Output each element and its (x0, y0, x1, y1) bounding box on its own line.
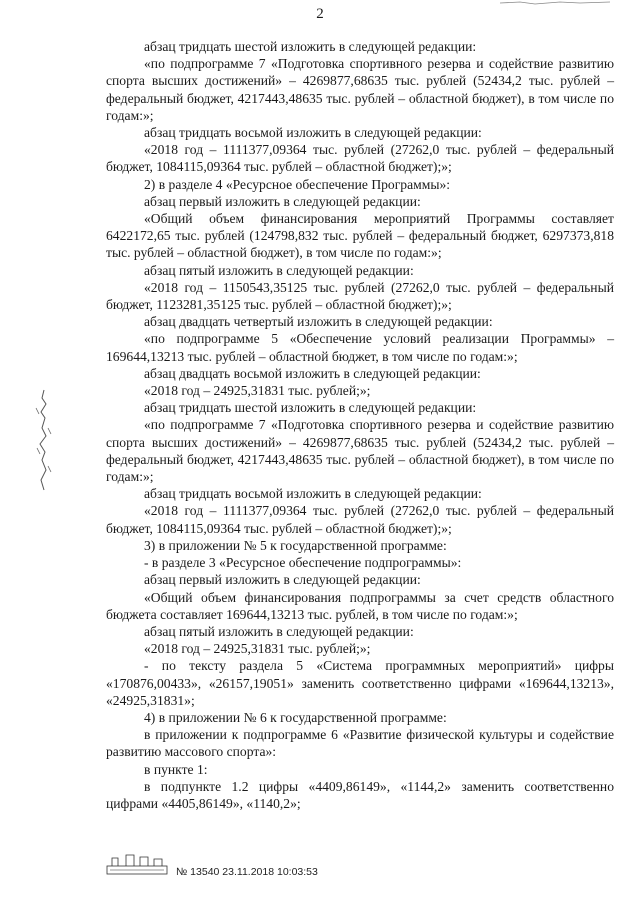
document-body (106, 38, 614, 812)
document-registration-number: № 13540 23.11.2018 10:03:53 (176, 866, 318, 878)
paragraph: абзац тридцать шестой изложить в следующей редакции: (144, 39, 477, 54)
paragraph: «по подпрограмме 7 «Подготовка спортивного резерва и содействие развитию спорта высших достижений» – 4269877,68635 тыс. рублей (52434,2 тыс. рублей – федеральный бюджет, 4217443,48635 тыс. рублей – областной бюджет), в том числе по годам:»; (106, 56, 614, 123)
page-number: 2 (316, 6, 324, 22)
paragraph: абзац двадцать четвертый изложить в следующей редакции: (144, 314, 493, 330)
margin-handwriting (30, 388, 56, 492)
paragraph: абзац тридцать шестой изложить в следующей редакции: (144, 400, 477, 416)
paragraph: 3) в приложении № 5 к государственной программе: (144, 537, 447, 553)
paragraph: абзац первый изложить в следующей редакции: (144, 572, 421, 588)
paragraph: «Общий объем финансирования подпрограммы за счет средств областного бюджета составляет 169644,13213 тыс. рублей, в том числе по годам:»; (106, 589, 614, 622)
registry-stamp-icon (106, 852, 168, 876)
paragraph: абзац пятый изложить в следующей редакции: (144, 623, 414, 639)
paragraph: в приложении к подпрограмме 6 «Развитие физической культуры и содействие развитию массового спорта»: (106, 727, 614, 760)
paragraph: «2018 год – 1150543,35125 тыс. рублей (27262,0 тыс. рублей – федеральный бюджет, 1123281,35125 тыс. рублей – областной бюджет);»; (106, 279, 614, 313)
paragraph: - в разделе 3 «Ресурсное обеспечение подпрограммы»: (144, 555, 462, 571)
paragraph: «2018 год – 1111377,09364 тыс. рублей (27262,0 тыс. рублей – федеральный бюджет, 1084115,09364 тыс. рублей – областной бюджет);»; (106, 142, 614, 175)
paragraph: - по тексту раздела 5 «Система программных мероприятий» цифры «170876,00433», «26157,19051» заменить соответственно цифрами «169644,13213», «24925,31831»; (106, 658, 614, 708)
paragraph: в подпункте 1.2 цифры «4409,86149», «1144,2» заменить соответственно цифрами «4405,86149», «1140,2»; (106, 778, 614, 811)
paragraph: «Общий объем финансирования мероприятий Программы составляет 6422172,65 тыс. рублей (124798,832 тыс. рублей – федеральный бюджет, 6297373,818 тыс. рублей – областной бюджет), в том числе по годам:»; (106, 211, 614, 261)
paragraph: абзац пятый изложить в следующей редакции: (144, 262, 414, 278)
paragraph: абзац двадцать восьмой изложить в следующей редакции: (144, 365, 481, 381)
paragraph: «2018 год – 24925,31831 тыс. рублей;»; (144, 383, 371, 399)
paragraph: «по подпрограмме 5 «Обеспечение условий реализации Программы» – 169644,13213 тыс. рублей – областной бюджет, в том числе по годам:»; (106, 331, 614, 364)
paragraph: абзац тридцать восьмой изложить в следующей редакции: (144, 125, 482, 141)
paragraph: абзац первый изложить в следующей редакции: (144, 193, 421, 209)
paragraph: «по подпрограмме 7 «Подготовка спортивного резерва и содействие развитию спорта высших достижений» – 4269877,68635 тыс. рублей (52434,2 тыс. рублей – федеральный бюджет, 4217443,48635 тыс. рублей – областной бюджет), в том числе по годам:»; (106, 417, 614, 485)
paragraph: 4) в приложении № 6 к государственной программе: (144, 709, 447, 725)
paragraph: 2) в разделе 4 «Ресурсное обеспечение Программы»: (144, 176, 451, 192)
paragraph: «2018 год – 1111377,09364 тыс. рублей (27262,0 тыс. рублей – федеральный бюджет, 1084115,09364 тыс. рублей – областной бюджет);»; (106, 503, 614, 536)
paragraph: в пункте 1: (144, 761, 208, 777)
paragraph: абзац тридцать восьмой изложить в следующей редакции: (144, 486, 482, 502)
paragraph: «2018 год – 24925,31831 тыс. рублей;»; (144, 641, 371, 657)
